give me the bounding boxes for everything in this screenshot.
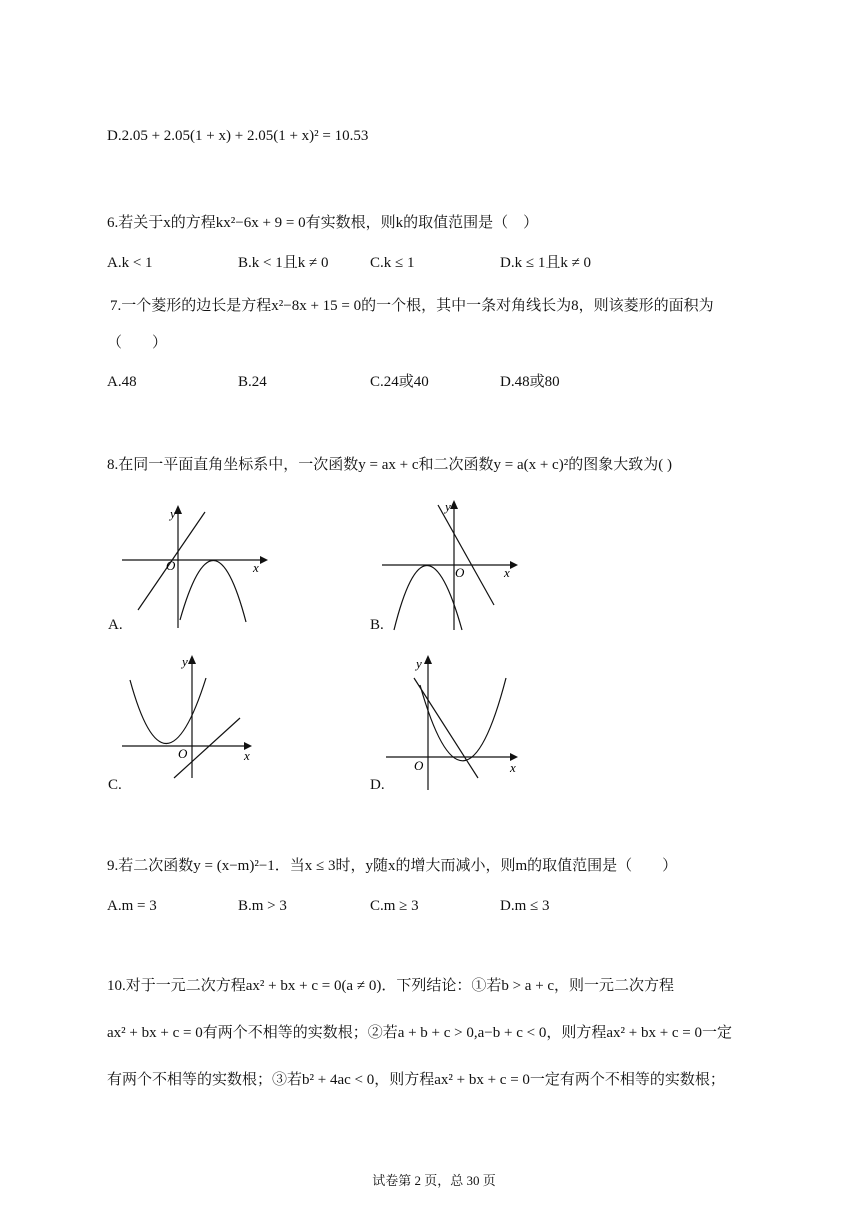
graph-c-origin: O bbox=[178, 746, 188, 761]
q7-stem-line2: （ ） bbox=[107, 335, 168, 351]
graph-d-y-arrow bbox=[424, 655, 432, 664]
graph-a-label: A. bbox=[108, 617, 123, 633]
q6-option-c: C.k ≤ 1 bbox=[370, 255, 415, 271]
q7-option-d: D.48或80 bbox=[500, 374, 560, 390]
graph-d-x-label: x bbox=[510, 760, 516, 775]
graph-b-parabola bbox=[394, 566, 462, 631]
q8-stem: 8.在同一平面直角坐标系中，一次函数y = ax + c和二次函数y = a(x + c)²的图象大致为( ) bbox=[107, 457, 672, 473]
graph-d bbox=[380, 650, 530, 790]
graph-b bbox=[370, 495, 530, 635]
graph-d-origin: O bbox=[414, 758, 424, 773]
q7-option-b: B.24 bbox=[238, 374, 267, 390]
q10-line1: 10.对于一元二次方程ax² + bx + c = 0(a ≠ 0)．下列结论：①若b > a + c，则一元二次方程 bbox=[107, 978, 675, 994]
graph-c-y-label: y bbox=[182, 654, 188, 669]
page-footer: 试卷第 2 页，总 30 页 bbox=[372, 1173, 496, 1188]
graph-d-y-label: y bbox=[416, 656, 422, 671]
q9-option-c: C.m ≥ 3 bbox=[370, 898, 419, 914]
graph-c-x-label: x bbox=[244, 748, 250, 763]
graph-c-parabola bbox=[130, 678, 206, 744]
graph-c-y-arrow bbox=[188, 655, 196, 664]
q6-option-d: D.k ≤ 1且k ≠ 0 bbox=[500, 255, 592, 271]
q9-option-a: A.m = 3 bbox=[107, 898, 157, 914]
graph-c-label: C. bbox=[108, 777, 122, 793]
q10-line2: ax² + bx + c = 0有两个不相等的实数根；②若a + b + c > 0,a−b + c < 0，则方程ax² + bx + c = 0一定 bbox=[107, 1025, 733, 1041]
graph-b-origin: O bbox=[455, 565, 465, 580]
q9-stem: 9.若二次函数y = (x−m)²−1．当x ≤ 3时，y随x的增大而减小，则m的取值范围是（ ） bbox=[107, 858, 678, 874]
q9-option-d: D.m ≤ 3 bbox=[500, 898, 550, 914]
graph-b-x-arrow bbox=[510, 561, 518, 569]
graph-a bbox=[110, 500, 280, 635]
graph-b-x-label: x bbox=[504, 565, 510, 580]
graph-a-x-label: x bbox=[253, 560, 259, 575]
graph-d-line bbox=[414, 678, 478, 778]
q6-stem: 6.若关于x的方程kx²−6x + 9 = 0有实数根，则k的取值范围是（ ） bbox=[107, 215, 539, 231]
q7-stem-line1: 7.一个菱形的边长是方程x²−8x + 15 = 0的一个根，其中一条对角线长为8，则该菱形的面积为 bbox=[110, 298, 714, 314]
graph-a-x-arrow bbox=[260, 556, 268, 564]
graph-d-parabola bbox=[420, 678, 506, 761]
q6-option-a: A.k < 1 bbox=[107, 255, 153, 271]
graph-b-label: B. bbox=[370, 617, 384, 633]
q7-option-c: C.24或40 bbox=[370, 374, 429, 390]
q10-line3: 有两个不相等的实数根；③若b² + 4ac < 0，则方程ax² + bx + c = 0一定有两个不相等的实数根； bbox=[107, 1072, 725, 1088]
graph-a-parabola bbox=[180, 560, 246, 622]
q7-option-a: A.48 bbox=[107, 374, 137, 390]
graph-a-y-label: y bbox=[170, 506, 176, 521]
prev-question-option-d: D.2.05 + 2.05(1 + x) + 2.05(1 + x)² = 10.53 bbox=[107, 128, 369, 144]
graph-b-line bbox=[438, 505, 494, 605]
graph-b-y-label: y bbox=[445, 499, 451, 514]
graph-d-label: D. bbox=[370, 777, 385, 793]
q6-option-b: B.k < 1且k ≠ 0 bbox=[238, 255, 329, 271]
graph-a-origin: O bbox=[166, 558, 176, 573]
q9-option-b: B.m > 3 bbox=[238, 898, 287, 914]
graph-b-y-arrow bbox=[450, 500, 458, 509]
graph-c bbox=[110, 650, 270, 780]
